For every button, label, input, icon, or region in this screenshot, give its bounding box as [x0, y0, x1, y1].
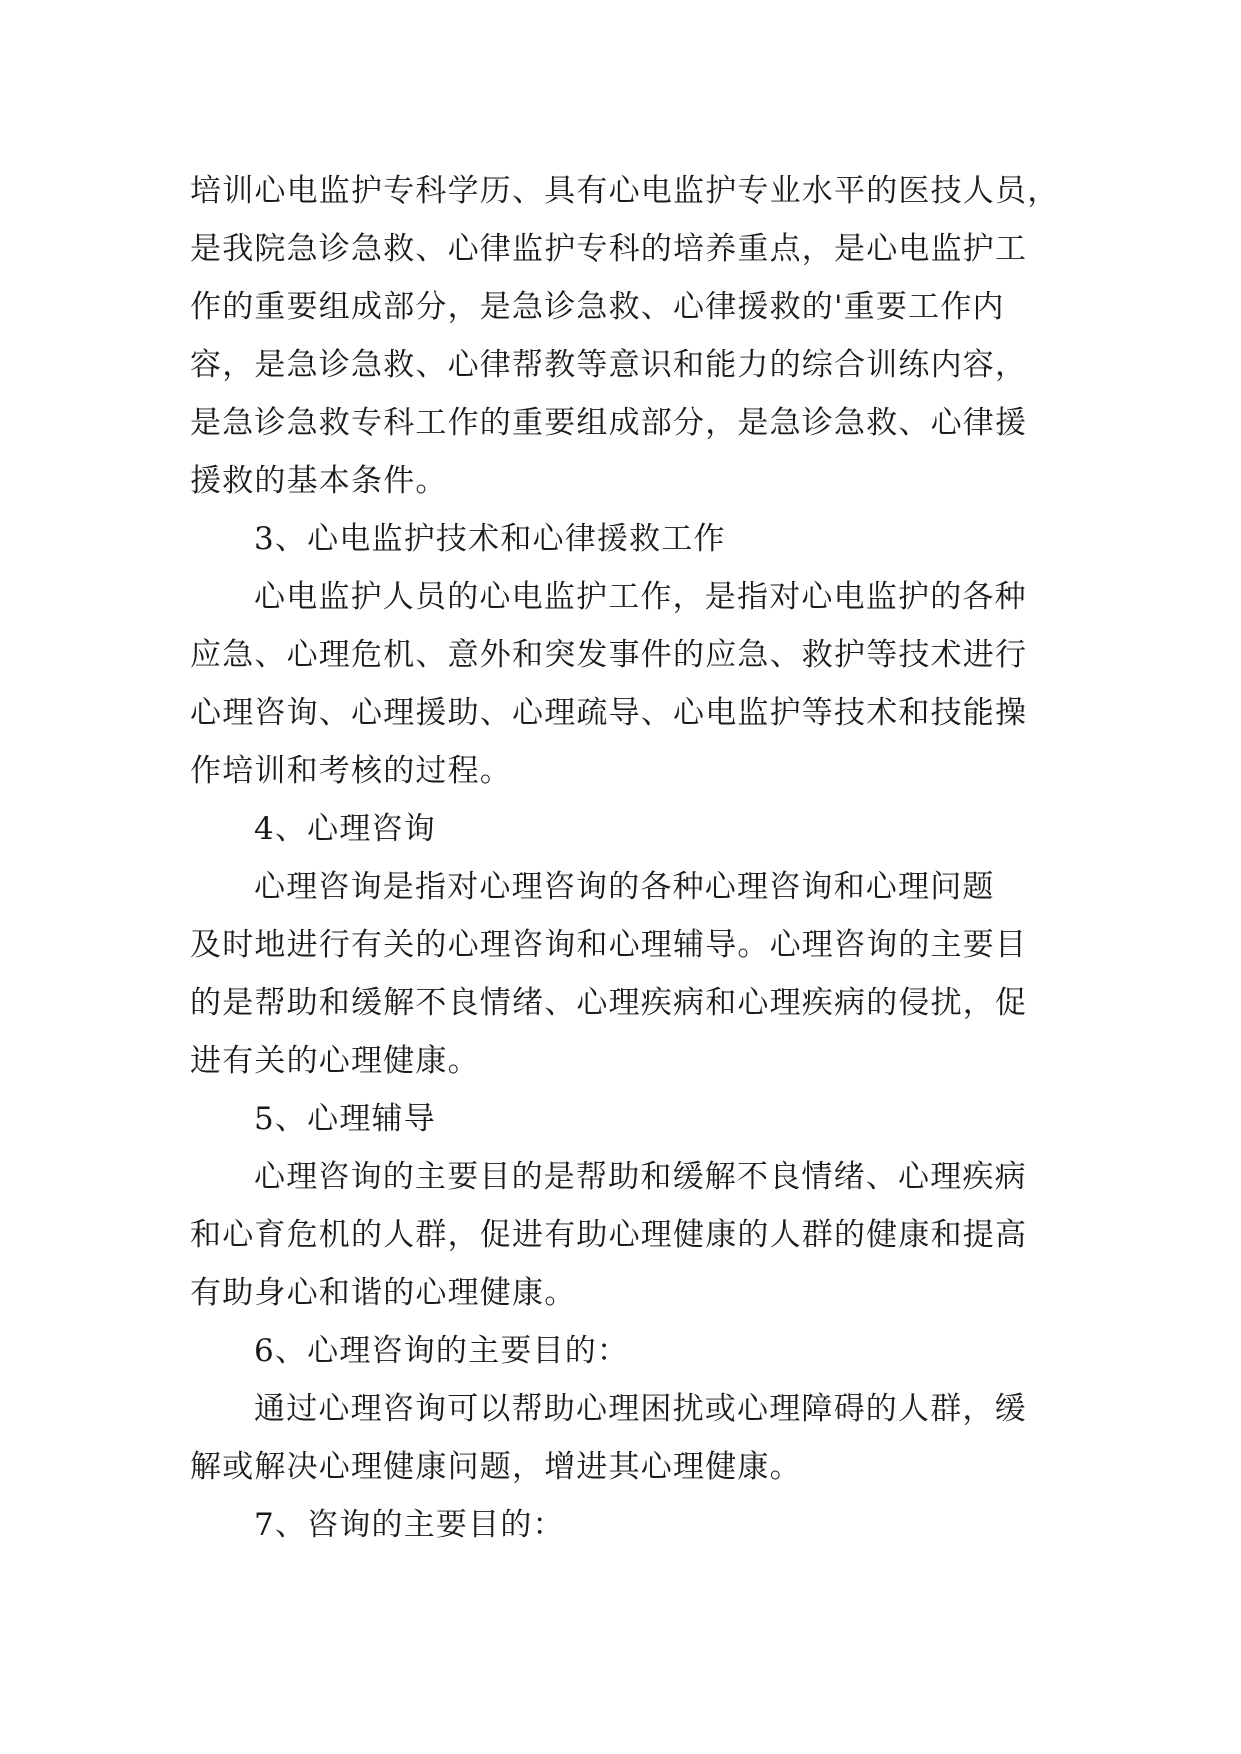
text-line: 心理咨询的主要目的是帮助和缓解不良情绪、心理疾病 — [254, 1159, 1027, 1195]
text-line: 心理咨询是指对心理咨询的各种心理咨询和心理问题 — [254, 869, 995, 905]
text-line: 心理咨询、心理援助、心理疏导、心电监护等技术和技能操 — [190, 695, 1028, 731]
text-line: 容，是急诊急救、心律帮教等意识和能力的综合训练内容， — [190, 347, 1028, 383]
text-line: 作培训和考核的过程。 — [190, 753, 512, 789]
section-heading-4: 4、心理咨询 — [254, 811, 436, 847]
text-line: 培训心电监护专科学历、具有心电监护专业水平的医技人员， — [190, 173, 1060, 209]
section-heading-5: 5、心理辅导 — [254, 1101, 436, 1137]
text-line: 作的重要组成部分，是急诊急救、心律援救的'重要工作内 — [190, 289, 1005, 325]
text-line: 是急诊急救专科工作的重要组成部分，是急诊急救、心律援 — [190, 405, 1028, 441]
text-line: 通过心理咨询可以帮助心理困扰或心理障碍的人群，缓 — [254, 1391, 1027, 1427]
section-heading-3: 3、心电监护技术和心律援救工作 — [254, 521, 726, 557]
text-line: 的是帮助和缓解不良情绪、心理疾病和心理疾病的侵扰，促 — [190, 985, 1028, 1021]
document-body — [190, 162, 1090, 1554]
text-line: 和心育危机的人群，促进有助心理健康的人群的健康和提高 — [190, 1217, 1028, 1253]
text-line: 援救的基本条件。 — [190, 463, 448, 499]
section-heading-6: 6、心理咨询的主要目的： — [254, 1333, 630, 1369]
section-heading-7: 7、咨询的主要目的： — [254, 1507, 565, 1543]
text-line: 应急、心理危机、意外和突发事件的应急、救护等技术进行 — [190, 637, 1028, 673]
text-line: 是我院急诊急救、心律监护专科的培养重点，是心电监护工 — [190, 231, 1028, 267]
text-line: 心电监护人员的心电监护工作，是指对心电监护的各种 — [254, 579, 1027, 615]
text-line: 有助身心和谐的心理健康。 — [190, 1275, 577, 1311]
text-line: 解或解决心理健康问题，增进其心理健康。 — [190, 1449, 802, 1485]
text-line: 进有关的心理健康。 — [190, 1043, 480, 1079]
text-line: 及时地进行有关的心理咨询和心理辅导。心理咨询的主要目 — [190, 927, 1028, 963]
